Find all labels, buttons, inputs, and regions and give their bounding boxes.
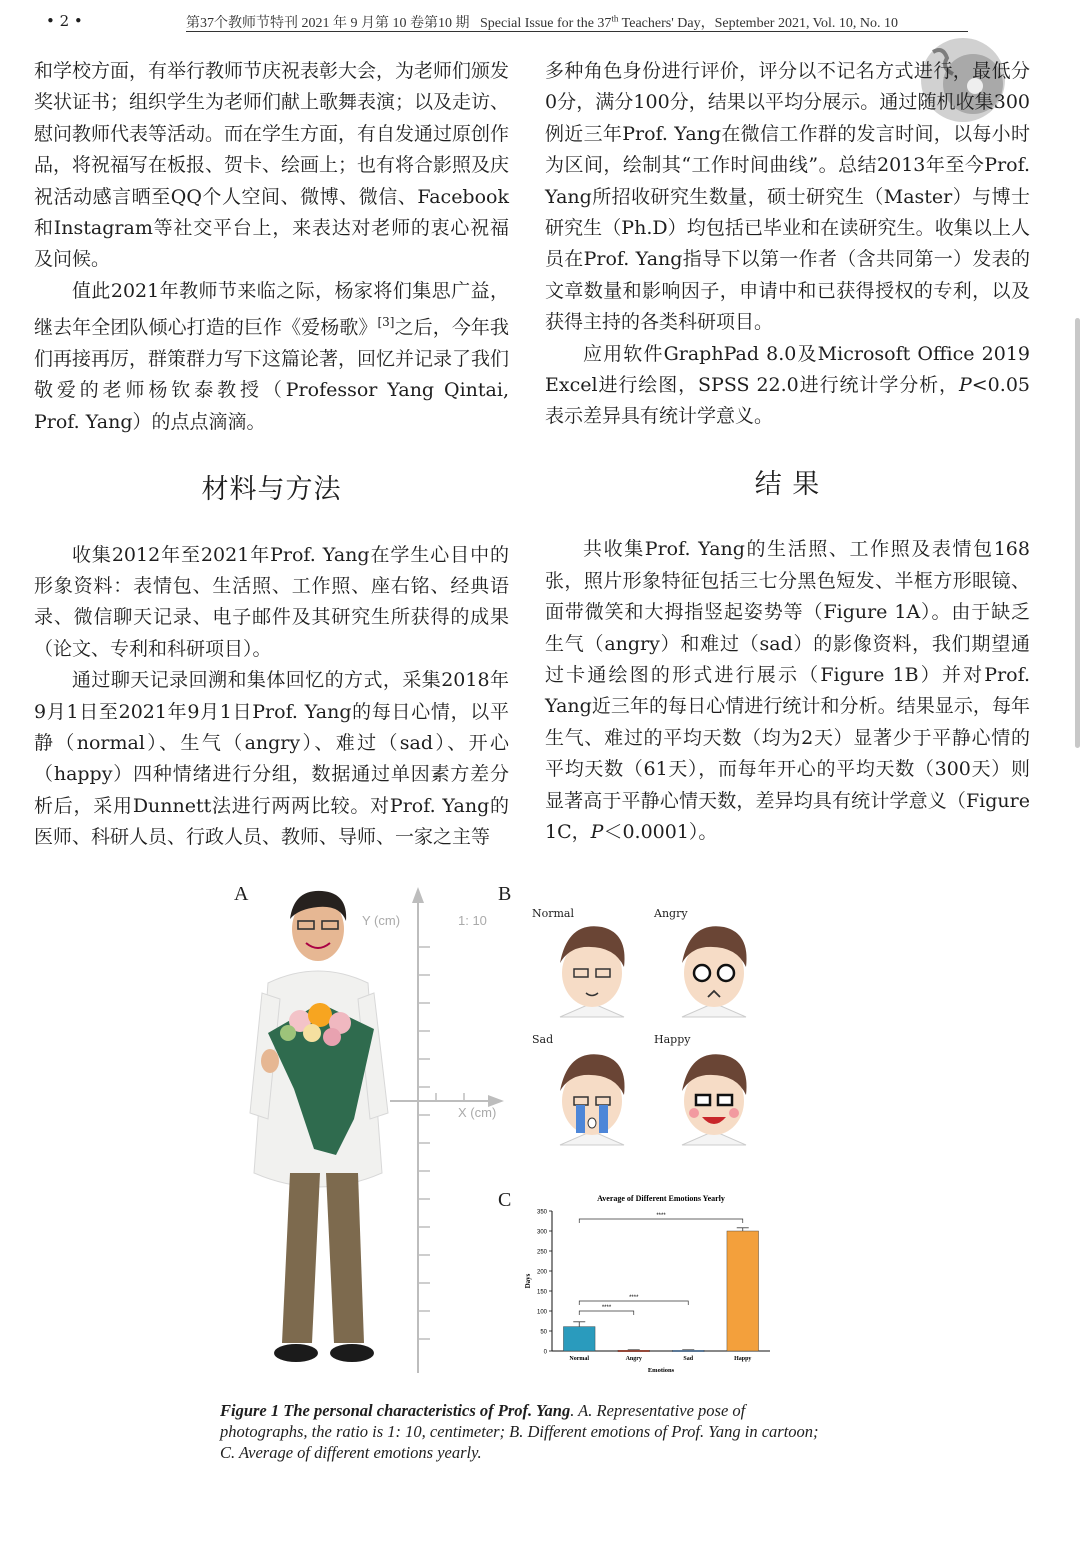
methods-paragraph-3: 多种角色身份进行评价，评分以不记名方式进行，最低分0分，满分100分，结果以平均分展示。通过随机收集300例近三年Prof. Yang在微信工作群的发言时间，以每小时为区间，绘制其“工作时间曲线”。总结2013年至今Prof. Yang所招收研究生数量，硕士研究生（Master）与博士研究生（Ph.D）均包括已毕业和在读研究生。收集以上人员在Prof. Yang指导下以第一作者（含共同第一）发表的文章数量和影响因子，申请中和已获得授权的专利，以及获得主持的各类科研项目。: [545, 60, 1030, 334]
x-tick-label: Normal: [569, 1356, 590, 1362]
emotion-label-sad: Sad: [532, 1033, 554, 1046]
page-number: • 2 •: [46, 12, 83, 30]
chart-y-label: Days: [524, 1273, 532, 1289]
cartoon-angry-icon: [682, 926, 747, 1017]
cartoon-sad-icon: [560, 1054, 625, 1145]
figure-1: [220, 875, 840, 1395]
header-rule: [186, 31, 968, 32]
running-head-cn: 第37个教师节特刊 2021 年 9 月第 10 卷第10 期: [186, 16, 470, 31]
methods-heading: 材料与方法: [201, 474, 342, 506]
citation-ref: [3]: [377, 315, 395, 330]
running-head-en: [480, 13, 898, 31]
y-tick-label: 350: [536, 1209, 547, 1216]
x-tick-label: Sad: [683, 1356, 694, 1362]
y-tick-label: 0: [543, 1349, 547, 1356]
intro-paragraph-1: 和学校方面，有举行教师节庆祝表彰大会，为老师们颁发奖状证书；组织学生为老师们献上歌舞表演；以及走访、慰问教师代表等活动。而在学生方面，有自发通过原创作品，将祝福写在板报、贺卡、绘画上；也有将合影照及庆祝活动感言晒至QQ个人空间、微博、微信、Facebook和Instagram等社交平台上，来表达对老师的衷心祝福及问候。: [34, 60, 510, 271]
y-tick-label: 200: [536, 1269, 547, 1276]
significance-bracket: [579, 1219, 743, 1223]
methods-paragraph-4-a: 应用软件GraphPad 8.0及Microsoft Office 2019 Excel进行绘图，SPSS 22.0进行统计学分析，: [545, 342, 1030, 397]
caption-title: Figure 1 The personal characteristics of Prof. Yang: [220, 1401, 571, 1420]
significance-bracket: [579, 1311, 634, 1315]
panel-b-label: B: [498, 883, 512, 905]
thumb-up-hand: [261, 1049, 279, 1073]
y-tick-label: 100: [536, 1309, 547, 1316]
running-head-sup: th: [611, 13, 619, 24]
running-header: [0, 10, 1080, 34]
scrollbar[interactable]: [1075, 318, 1080, 748]
methods-paragraph-4-b: <0.05表示差异具有统计学意义。: [545, 374, 1030, 428]
x-tick-label: Happy: [734, 1356, 752, 1362]
bar-angry: [618, 1350, 650, 1352]
panel-c-label: C: [498, 1189, 512, 1211]
significance-label: ****: [601, 1305, 612, 1311]
results-p-symbol: P: [590, 820, 604, 843]
right-column: [545, 56, 1030, 848]
bar-happy: [727, 1231, 759, 1351]
y-axis-ticks: [418, 947, 430, 1339]
x-axis-label: X (cm): [458, 1105, 497, 1120]
ratio-label: 1: 10: [458, 913, 487, 928]
panel-b-cartoons: [530, 905, 790, 1165]
running-head: [186, 12, 898, 32]
cartoon-normal-icon: [560, 926, 625, 1017]
significance-bracket: [579, 1301, 688, 1305]
intro-paragraph-2-b: 之后，今年我们再接再厉，群策群力写下这篇论著，回忆并记录了我们敬爱的老师杨钦泰教授（Professor Yang Qintai, Prof. Yang）的点点滴滴。: [34, 316, 510, 433]
methods-paragraph-2: 通过聊天记录回溯和集体回忆的方式，采集2018年9月1日至2021年9月1日Prof. Yang的每日心情，以平静（normal）、生气（angry）、难过（sad）、开心（happy）四种情绪进行分组，数据通过单因素方差分析后，采用Dunnett法进行两两比较。对Prof. Yang的医师、科研人员、行政人员、教师、导师、一家之主等: [34, 669, 509, 849]
chart-x-label: Emotions: [647, 1367, 675, 1374]
emotion-label-happy: Happy: [654, 1033, 691, 1046]
results-paragraph-1-b: ＜0.0001）。: [603, 820, 718, 843]
bar-normal: [563, 1327, 595, 1351]
emotion-label-angry: Angry: [654, 907, 688, 920]
cartoon-happy-icon: [682, 1054, 747, 1145]
emotion-label-normal: Normal: [532, 907, 575, 920]
y-tick-label: 300: [536, 1229, 547, 1236]
chart-title: Average of Different Emotions Yearly: [597, 1194, 725, 1203]
figure-caption: [220, 1400, 820, 1463]
trousers-left: [282, 1173, 320, 1343]
y-axis-arrow: [412, 887, 424, 903]
methods-paragraph-1: 收集2012年至2021年Prof. Yang在学生心目中的形象资料：表情包、生活照、工作照、座右铭、经典语录、微信聊天记录、电子邮件及其研究生所获得的成果（论文、专利和科研项目）。: [34, 543, 509, 660]
y-tick-label: 250: [536, 1249, 547, 1256]
y-tick-label: 50: [540, 1329, 547, 1336]
methods-paragraph-4: [545, 339, 1030, 433]
intro-paragraph-2: [34, 276, 509, 438]
panel-a-label: A: [234, 883, 249, 905]
y-axis-label: Y (cm): [362, 913, 401, 928]
intro-paragraph-2-a: 值此2021年教师节来临之际，杨家将们集思广益，继去年全团队倾心打造的巨作《爱杨歌》: [34, 279, 509, 339]
panel-c-chart: [520, 1187, 780, 1377]
y-tick-label: 150: [536, 1289, 547, 1296]
results-heading: 结 果: [754, 468, 821, 500]
trousers-right: [326, 1173, 364, 1343]
results-paragraph-1: [545, 534, 1030, 848]
significance-label: ****: [656, 1213, 666, 1219]
bar-sad: [672, 1350, 704, 1352]
left-column: [34, 56, 509, 854]
running-head-en-post: Teachers' Day，September 2021, Vol. 10, No. 10: [618, 16, 898, 31]
caption-text: . A. Representative pose of photographs, the ratio is 1: 10, centimeter; B. Different emotions of Prof. Yang in cartoon; C. Average of different emotions yearly.: [220, 1401, 819, 1462]
running-head-en-pre: Special Issue for the 37: [480, 16, 612, 31]
x-tick-label: Angry: [625, 1356, 642, 1362]
panel-a-photo: [240, 883, 520, 1383]
results-paragraph-1-a: 共收集Prof. Yang的生活照、工作照及表情包168张，照片形象特征包括三七分黑色短发、半框方形眼镜、面带微笑和大拇指竖起姿势等（Figure 1A）。由于缺乏生气（angry）和难过（sad）的影像资料，我们期望通过卡通绘图的形式进行展示（Figure 1B）并对Prof. Yang近三年的每日心情进行统计和分析。结果显示，每年生气、难过的平均天数（均为2天）显著少于平静心情的平均天数（61天），而每年开心的平均天数（300天）则显著高于平静心情天数，差异均具有统计学意义（Figure 1C，: [545, 538, 1030, 843]
p-value-symbol: P: [958, 374, 972, 397]
significance-label: ****: [629, 1295, 639, 1301]
